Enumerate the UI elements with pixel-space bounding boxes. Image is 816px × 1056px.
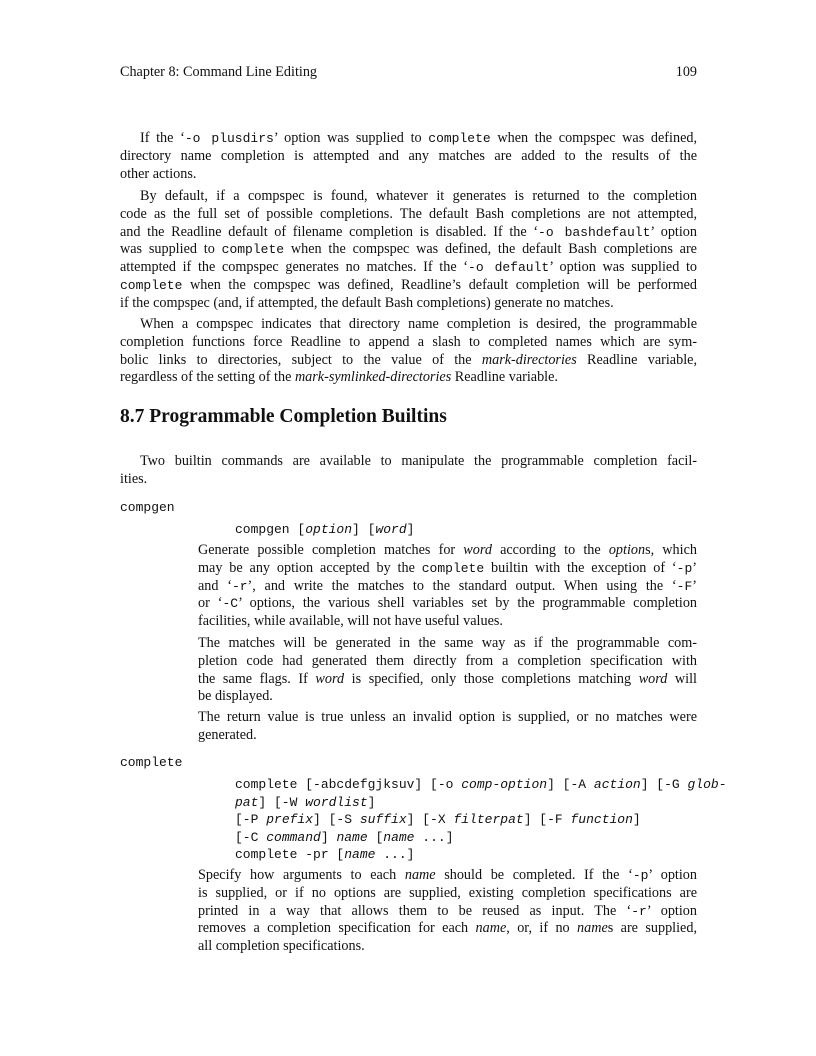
complete-description: Specify how arguments to each name should be completed. If the ‘-p’ option is supplied, or if no options are supplied, existing completion specifications are printed in a way that allows them to be reused as input. The ‘-r’ option removes a completion specification for each name, or, if no names are supplied, all completion specifications. [198, 867, 697, 955]
compgen-description: Generate possible completion matches for word according to the options, which may be any option accepted by the complete builtin with the exception of ‘-p’ and ‘-r’, and write the matches to the standard output. When using the ‘-F’ or ‘-C’ options, the various shell variables set by the programmable completion facilities, while available, will not have useful values. [198, 542, 698, 630]
paragraph-default-behavior: By default, if a compspec is found, whatever it generates is returned to the completion code as the full set of possible completions. The default Bash completions are not attempted, and the Readline default of filename completion is disabled. If the ‘-o bashdefault’ option was supplied to complete when the compspec was defined, the default Bash completions are attempted if the compspec generates no matches. If the ‘-o default’ option was supplied to complete when the compspec was defined, Readline’s default completion will be performed if the compspec (and, if attempted, the default Bash completions) generate no matches. [120, 188, 698, 311]
paragraph-intro: Two builtin commands are available to manipulate the programmable completion facil- ities. [120, 453, 697, 487]
section-heading: 8.7 Programmable Completion Builtins [120, 406, 447, 427]
compgen-return-value: The return value is true unless an invalid option is supplied, or no matches were generated. [198, 709, 697, 743]
compgen-description-2: The matches will be generated in the same way as if the programmable com- pletion code had generated them directly from a completion specification with the same flags. If word is specified, only those completions matching word will be displayed. [198, 635, 697, 705]
running-header [120, 64, 697, 82]
paragraph-plusdirs: If the ‘-o plusdirs’ option was supplied to complete when the compspec was defined, directory name completion is attempted and any matches are added to the results of the other actions. [120, 130, 698, 182]
term-compgen: compgen [120, 500, 175, 515]
paragraph-directory-completion: When a compspec indicates that directory name completion is desired, the programmable completion functions force Readline to append a slash to completed names which are sym- bolic links to directories, subject to the value of the mark-directories Readline variable, regardless of the setting of the mark-symlinked-directories Readline variable. [120, 316, 697, 386]
chapter-title: Chapter 8: Command Line Editing [120, 64, 318, 80]
complete-synopsis: complete [-abcdefgjksuv] [-o comp-option] [-A action] [-G glob- pat] [-W wordlist] [-P prefix] [-S suffix] [-X filterpat] [-F function] [-C command] name [name ...] complete -pr [name ...] [235, 777, 727, 863]
term-complete: complete [120, 755, 183, 770]
page-number: 109 [675, 64, 697, 80]
compgen-synopsis: compgen [option] [word] [235, 522, 415, 537]
